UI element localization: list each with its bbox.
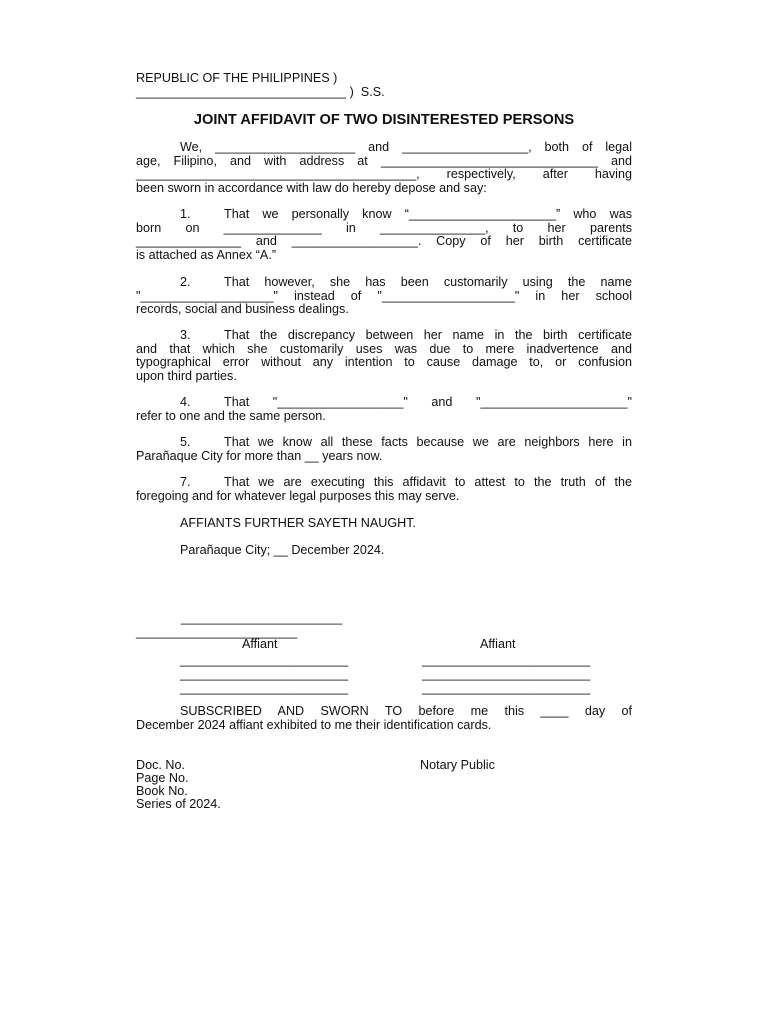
paragraph-3 xyxy=(136,329,632,383)
id-line-right: ________________________ xyxy=(422,653,591,667)
paragraph-line: _______________ and __________________. Copy of her birth certificate xyxy=(136,234,632,249)
place-and-date: Parañaque City; __ December 2024. xyxy=(180,543,385,557)
id-line-right: ________________________ xyxy=(422,667,591,681)
venue-line: ______________________________ ) S.S. xyxy=(136,85,385,99)
affiant-label-right: Affiant xyxy=(480,637,516,651)
paragraph-7 xyxy=(136,476,632,503)
paragraph-4 xyxy=(136,396,632,423)
intro-paragraph xyxy=(136,141,632,195)
jurat-line: SUBSCRIBED AND SWORN TO before me this ____ day of xyxy=(180,704,632,718)
intro-line: We, ____________________ and __________________, both of legal xyxy=(180,140,632,154)
doc-no: Doc. No. xyxy=(136,758,185,772)
paragraph-line: That we know all these facts because we are neighbors here in xyxy=(224,435,632,449)
paragraph-line: typographical error without any intention to cause damage to, or confusion xyxy=(136,355,632,370)
id-line-left: ________________________ xyxy=(180,653,349,667)
paragraph-line: "___________________" instead of "___________________" in her school xyxy=(136,288,632,303)
paragraph-5 xyxy=(136,436,632,463)
signature-line: _______________________ xyxy=(181,611,343,625)
id-line-left: ________________________ xyxy=(180,667,349,681)
id-line-right: ________________________ xyxy=(422,681,591,695)
republic-line: REPUBLIC OF THE PHILIPPINES ) xyxy=(136,71,338,85)
paragraph-number: 3. xyxy=(180,328,191,342)
intro-line: ________________________________________, respectively, after having xyxy=(136,167,632,182)
signature-line: _______________________ xyxy=(136,625,298,639)
paragraph-line: refer to one and the same person. xyxy=(136,408,326,423)
paragraph-line: That "__________________" and "_____________________" xyxy=(224,395,632,409)
paragraph-line: upon third parties. xyxy=(136,368,237,383)
paragraph-line: That however, she has been customarily using the name xyxy=(224,275,632,289)
book-no: Book No. xyxy=(136,784,188,798)
paragraph-line: That the discrepancy between her name in the birth certificate xyxy=(224,328,632,342)
series: Series of 2024. xyxy=(136,797,221,811)
intro-line: been sworn in accordance with law do hereby depose and say: xyxy=(136,180,487,195)
intro-line: age, Filipino, and with address at _______________________________ and xyxy=(136,153,632,168)
paragraph-number: 7. xyxy=(180,475,191,489)
paragraph-number: 2. xyxy=(180,275,191,289)
paragraph-line: foregoing and for whatever legal purposes this may serve. xyxy=(136,488,460,503)
paragraph-line: Parañaque City for more than __ years now. xyxy=(136,448,383,463)
paragraph-line: That we are executing this affidavit to attest to the truth of the xyxy=(224,475,632,489)
page-no: Page No. xyxy=(136,771,189,785)
paragraph-number: 5. xyxy=(180,435,191,449)
jurat xyxy=(136,705,632,732)
paragraph-2 xyxy=(136,276,632,317)
paragraph-line: and that which she customarily uses was due to mere inadvertence and xyxy=(136,341,632,356)
paragraph-line: born on ______________ in _______________, to her parents xyxy=(136,220,632,235)
paragraph-number: 4. xyxy=(180,395,191,409)
document-title: JOINT AFFIDAVIT OF TWO DISINTERESTED PERSONS xyxy=(193,112,575,128)
affiant-label-left: Affiant xyxy=(242,637,278,651)
id-line-left: ________________________ xyxy=(180,681,349,695)
paragraph-line: records, social and business dealings. xyxy=(136,302,349,317)
paragraph-1 xyxy=(136,208,632,262)
notary-public-label: Notary Public xyxy=(420,758,495,772)
paragraph-number: 1. xyxy=(180,207,191,221)
jurat-line: December 2024 affiant exhibited to me their identification cards. xyxy=(136,717,492,732)
paragraph-line: is attached as Annex “A.” xyxy=(136,247,277,262)
paragraph-line: That we personally know “_____________________” who was xyxy=(224,207,632,221)
closing-statement: AFFIANTS FURTHER SAYETH NAUGHT. xyxy=(180,516,417,530)
